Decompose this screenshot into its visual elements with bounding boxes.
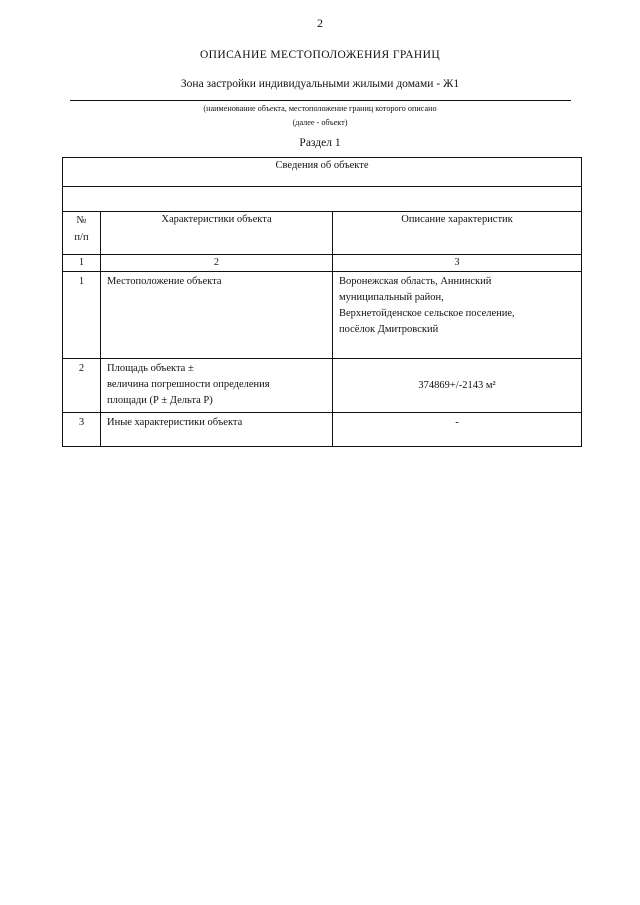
characteristic-line: площади (Р ± Дельта Р)	[107, 395, 213, 406]
characteristic-line: Площадь объекта ±	[107, 363, 194, 374]
row-characteristic	[101, 359, 333, 413]
column-number-3: 3	[333, 255, 582, 272]
description-line: посёлок Дмитровский	[339, 324, 439, 335]
column-number-1: 1	[63, 255, 101, 272]
row-characteristic: Местоположение объекта	[101, 272, 333, 359]
header-number-abbrev: п/п	[74, 232, 89, 243]
page-number: 2	[317, 16, 323, 30]
row-number: 1	[63, 272, 101, 359]
document-title: ОПИСАНИЕ МЕСТОПОЛОЖЕНИЯ ГРАНИЦ	[199, 49, 441, 61]
row-description: -	[333, 413, 582, 447]
table-row	[63, 359, 582, 413]
section-title: Раздел 1	[299, 137, 341, 149]
row-description	[333, 272, 582, 359]
row-description: 374869+/-2143 м²	[333, 359, 582, 413]
row-number: 2	[63, 359, 101, 413]
table-row	[63, 413, 582, 447]
description-line: Верхнетойденское сельское поселение,	[339, 308, 515, 319]
header-characteristics: Характеристики объекта	[101, 212, 333, 255]
object-name: Зона застройки индивидуальными жилыми домами - Ж1	[180, 78, 460, 90]
object-info-table	[62, 157, 582, 447]
object-name-caption-line-2: (далее - объект)	[292, 118, 348, 127]
header-description: Описание характеристик	[333, 212, 582, 255]
description-line: Воронежская область, Аннинский	[339, 276, 492, 287]
table-blank-row	[63, 187, 582, 212]
table-heading-row	[63, 158, 582, 187]
description-line: муниципальный район,	[339, 292, 444, 303]
table-blank-cell	[63, 187, 582, 212]
column-number-2: 2	[101, 255, 333, 272]
row-number: 3	[63, 413, 101, 447]
table-header-row	[63, 212, 582, 255]
header-number-cell	[63, 212, 101, 255]
characteristic-line: величина погрешности определения	[107, 379, 270, 390]
header-number-symbol: №	[76, 215, 87, 226]
table-column-numbers-row	[63, 255, 582, 272]
row-characteristic: Иные характеристики объекта	[101, 413, 333, 447]
table-row	[63, 272, 582, 359]
table-heading: Сведения об объекте	[63, 158, 582, 187]
object-name-underline	[70, 100, 571, 101]
object-name-caption-line-1: (наименование объекта, местоположение границ которого описано	[203, 104, 437, 113]
